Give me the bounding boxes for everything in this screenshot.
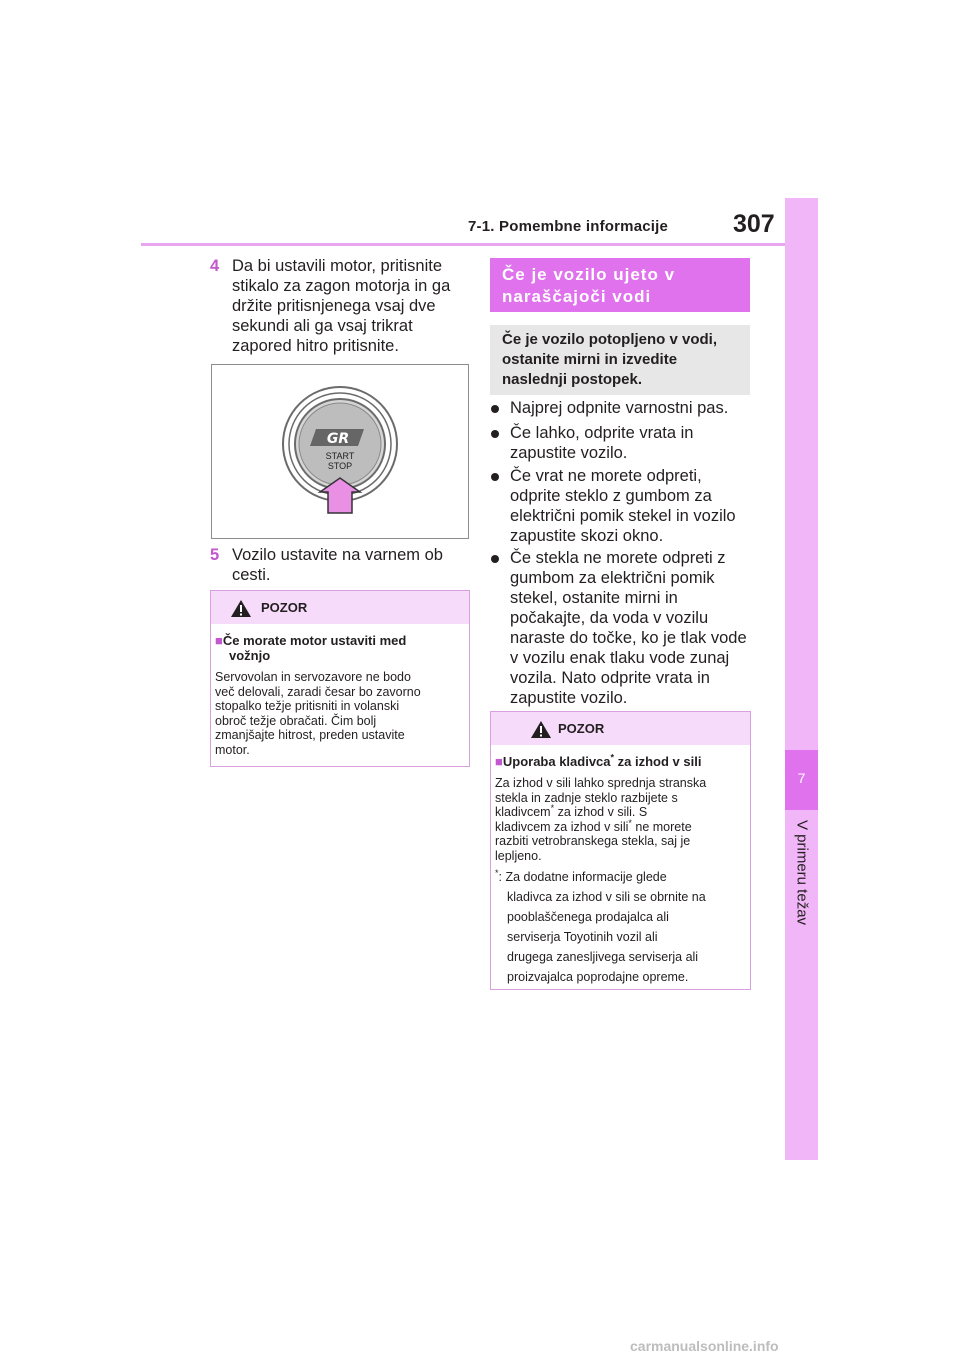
step-4: [210, 256, 470, 356]
bullet-icon: [491, 430, 499, 438]
step-line: cesti.: [232, 566, 271, 584]
step-number: 4: [210, 257, 220, 275]
caution-box: [490, 711, 751, 990]
section-heading-text: Če je vozilo ujeto v naraščajoči vodi: [502, 265, 676, 306]
step-text: [232, 256, 450, 356]
caution-subtitle: ■Uporaba kladivca* za izhod v sili: [495, 752, 702, 769]
step-line: stikalo za zagon motorja in ga: [232, 277, 451, 295]
list-item: Če stekla ne morete odpreti z gumbom za električni pomik stekel, ostanite mirni in počakajte, da voda v vozilu naraste do točke, ko je tlak vode v vozilu enak tlaku vode zunaj vozila. Nato odprite vrata in zapustite vozilo.: [491, 548, 751, 708]
stop-label: STOP: [327, 461, 353, 471]
warning-icon: [230, 599, 252, 618]
bullet-icon: [491, 405, 499, 413]
caution-body: Servovolan in servozavore ne bodo več delovali, zaradi česar bo zavorno stopalko težje pritisniti in volanski obroč težje obračati. Čim bolj zmanjšajte hitrost, preden ustavite motor.: [215, 670, 421, 757]
header-rule: [141, 243, 785, 246]
list-item: Če vrat ne morete odpreti, odprite steklo z gumbom za električni pomik stekel in vozilo zapustite skozi okno.: [491, 466, 751, 546]
caution-body: Za izhod v sili lahko sprednja stranska stekla in zadnje steklo razbijete s kladivcem* za izhod v sili. S kladivcem za izhod v sili* ne morete razbiti vetrobranskega stekla, saj je lepljeno.: [495, 776, 707, 863]
gr-logo: GR: [326, 431, 350, 447]
bullet-icon: [491, 555, 499, 563]
caution-header: [211, 591, 469, 624]
list-item: Najprej odpnite varnostni pas.: [491, 398, 751, 418]
list-item: Če lahko, odprite vrata in zapustite vozilo.: [491, 423, 751, 463]
side-tab-strip: [785, 198, 818, 1160]
step-line: držite pritisnjenega vsaj dve: [232, 297, 436, 315]
chapter-title-text: V primeru težav: [793, 820, 810, 926]
start-stop-button-illustration: [211, 364, 469, 539]
intro-box: [490, 325, 750, 395]
page-number: 307: [733, 210, 775, 238]
intro-text: Če je vozilo potopljeno v vodi, ostanite mirni in izvedite naslednji postopek.: [502, 331, 718, 388]
step-5: [210, 545, 470, 587]
chapter-number: 7: [797, 770, 806, 786]
section-title: 7-1. Pomembne informacije: [468, 218, 669, 235]
caution-label: POZOR: [558, 721, 605, 736]
square-bullet-icon: ■: [495, 754, 503, 769]
step-line: Da bi ustavili motor, pritisnite: [232, 257, 442, 275]
step-line: Vozilo ustavite na varnem ob: [232, 546, 443, 564]
chapter-title: [785, 820, 818, 960]
caution-label: POZOR: [261, 600, 308, 615]
start-label: START: [325, 451, 355, 461]
watermark: carmanualsonline.info: [630, 1338, 779, 1354]
warning-icon: [530, 720, 552, 739]
bullet-icon: [491, 473, 499, 481]
step-text: [232, 545, 443, 585]
step-line: zapored hitro pritisnite.: [232, 337, 399, 355]
section-heading: [490, 258, 750, 312]
step-number: 5: [210, 546, 220, 564]
caution-header: [491, 712, 750, 745]
caution-box: [210, 590, 470, 767]
square-bullet-icon: ■: [215, 633, 223, 648]
caution-subtitle: ■Če morate motor ustaviti med vožnjo: [215, 633, 407, 663]
start-stop-diagram: [212, 365, 468, 538]
caution-footnote: *: Za dodatne informacije glede kladivca za izhod v sili se obrnite na pooblaščenega prodajalca ali serviserja Toyotinih vozil ali drugega zanesljivega serviserja ali proizvajalca poprodajne opreme.: [495, 867, 706, 984]
step-line: sekundi ali ga vsaj trikrat: [232, 317, 413, 335]
